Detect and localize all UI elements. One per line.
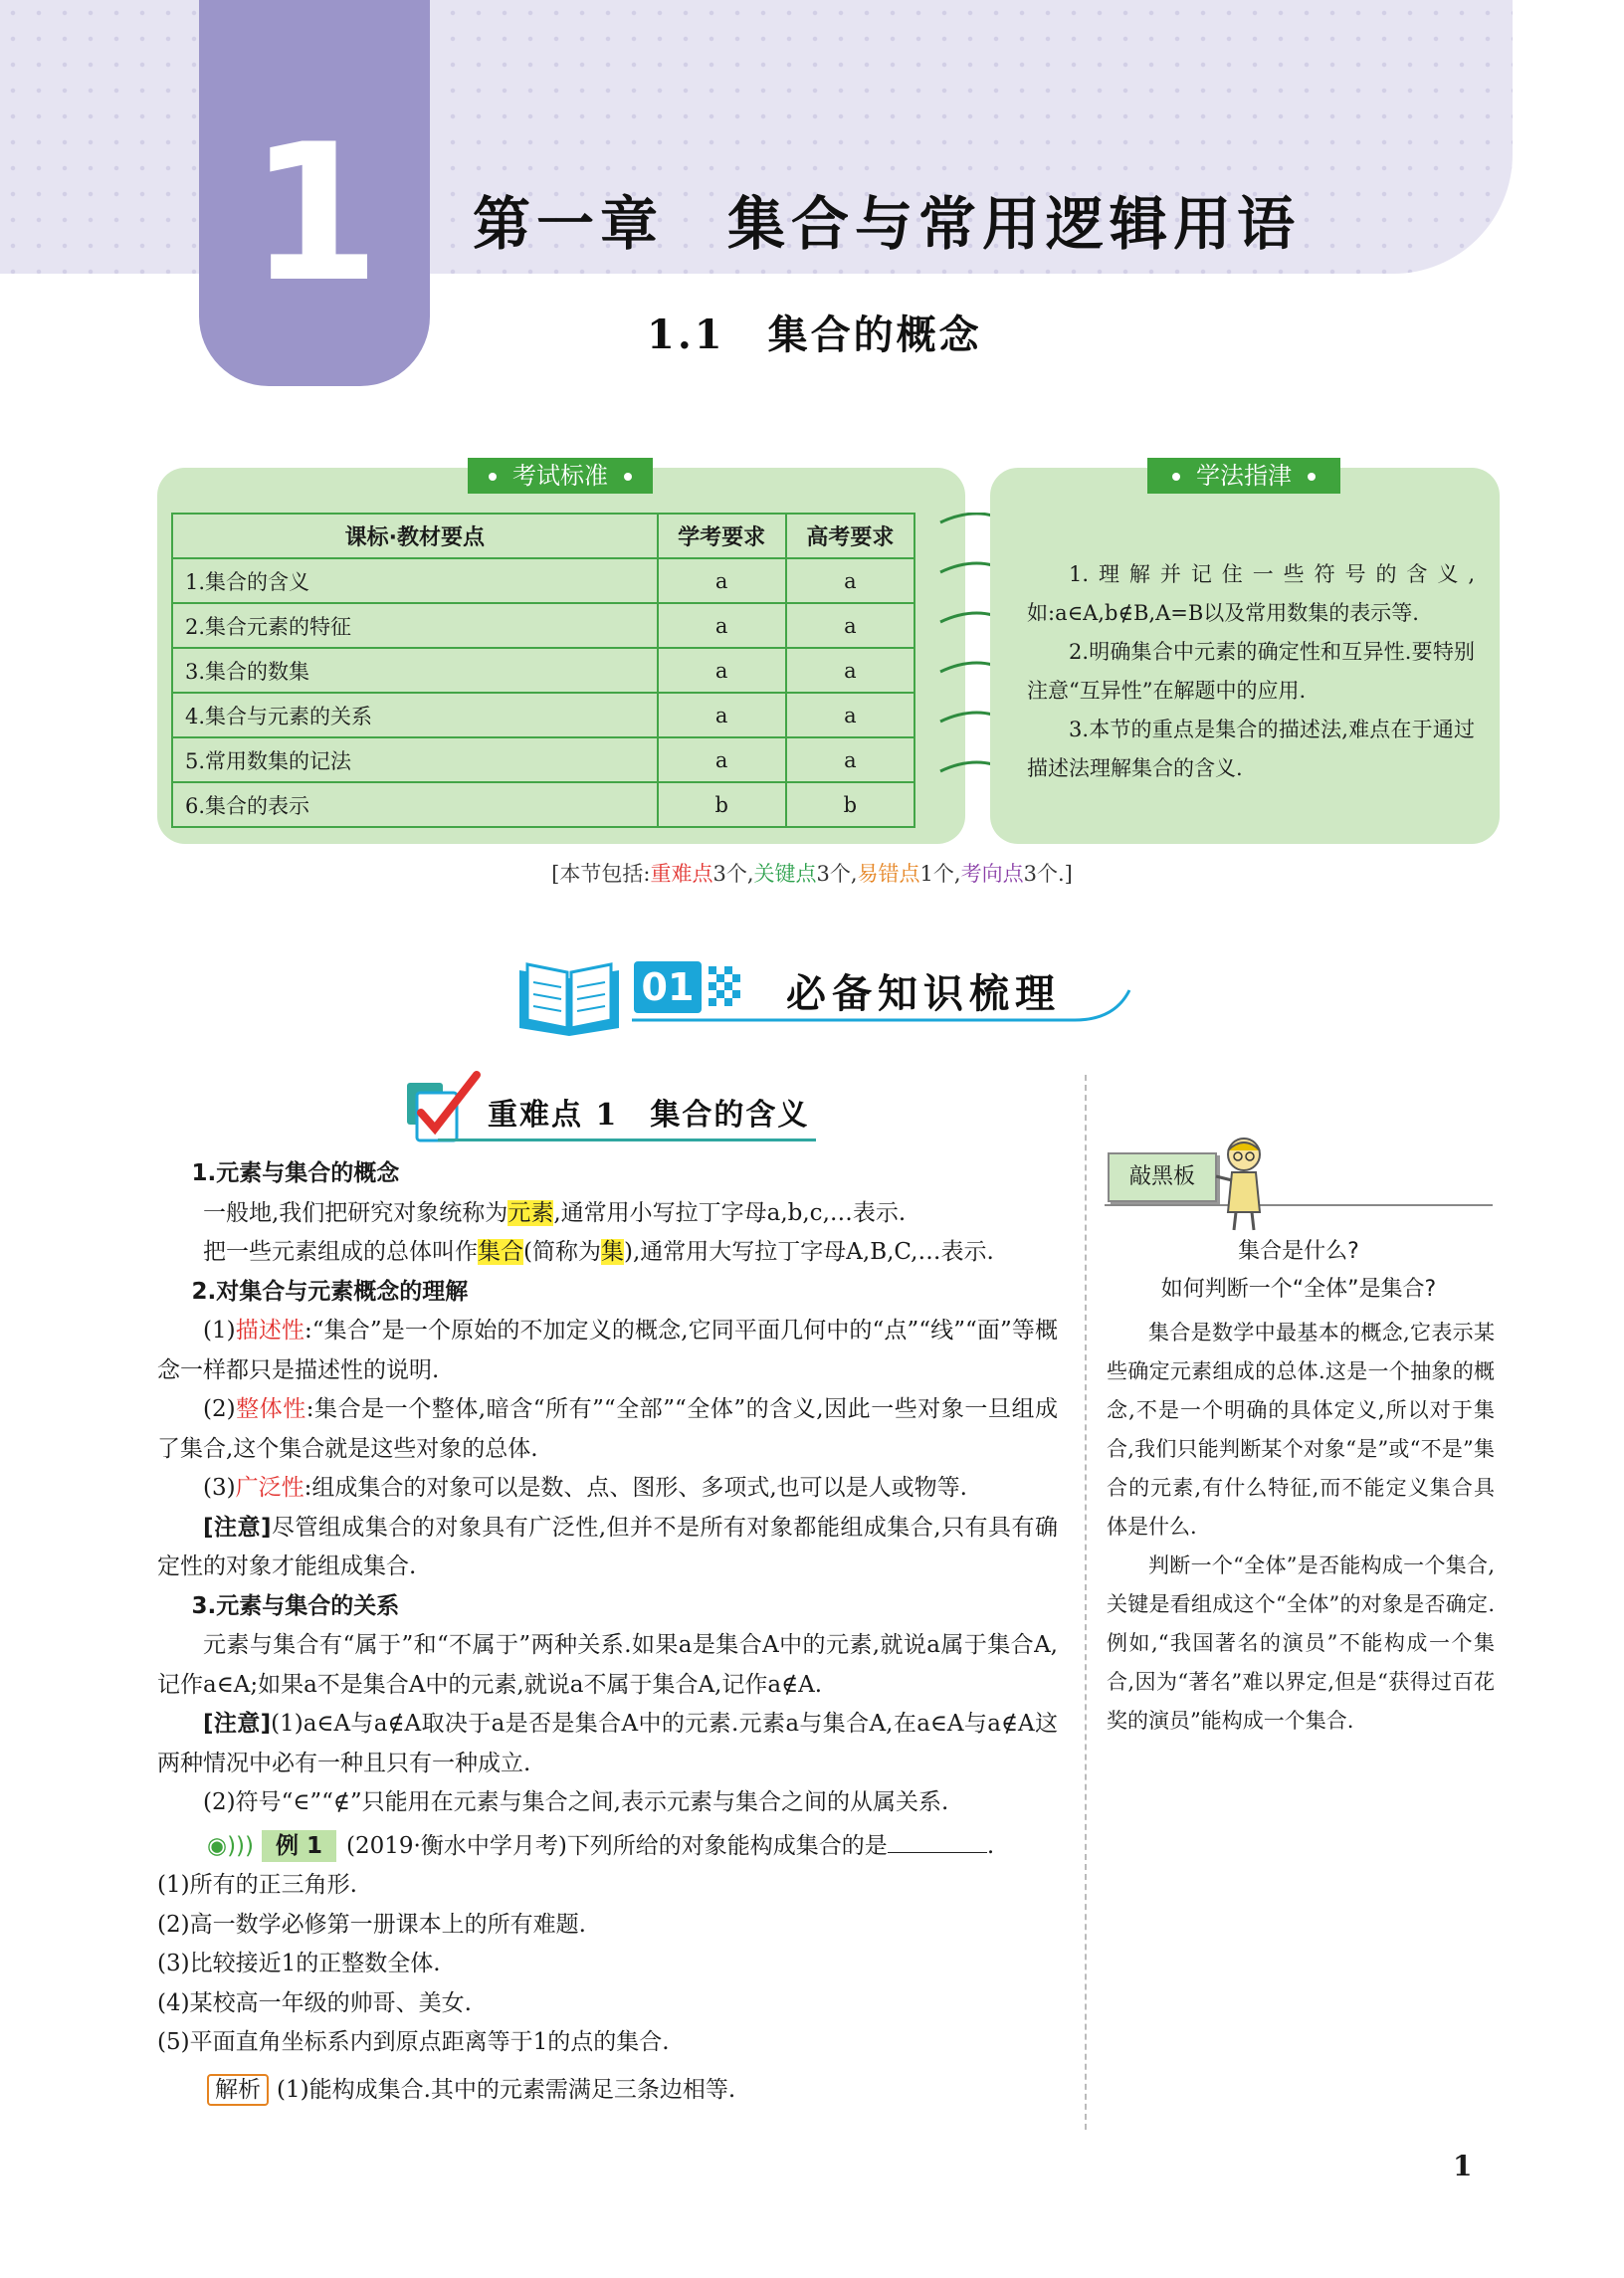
red-term: 描述性 bbox=[235, 1318, 305, 1344]
col-header-gk: 高考要求 bbox=[786, 514, 914, 558]
guide-paragraph: 1.理解并记住一些符号的含义,如:a∈A,b∉B,A=B以及常用数集的表示等. bbox=[1027, 562, 1475, 625]
highlight-term: 集合 bbox=[478, 1239, 523, 1265]
guide-paragraph: 3.本节的重点是集合的描述法,难点在于通过描述法理解集合的含义. bbox=[1027, 718, 1475, 780]
row-gk: a bbox=[786, 737, 914, 782]
row-point: 6.集合的表示 bbox=[172, 782, 658, 827]
note-tag: [注意] bbox=[203, 1514, 272, 1541]
checkmark-icon bbox=[403, 1067, 485, 1146]
summary-key-3: 易错点 bbox=[857, 862, 920, 886]
page-number: 1 bbox=[1453, 2150, 1473, 2182]
book-icon bbox=[519, 964, 619, 1036]
sidebar-paragraph: 集合是数学中最基本的概念,它表示某些确定元素组成的总体.这是一个抽象的概念,不是一个明确的具体定义,所以对于集合,我们只能判断某个对象“是”或“不是”集合的元素,有什么特征,而不能定义集合具体是什么. bbox=[1107, 1321, 1495, 1539]
exam-standard-label-text: 考试标准 bbox=[512, 462, 608, 490]
row-gk: a bbox=[786, 603, 914, 648]
study-guide-label-text: 学法指津 bbox=[1196, 462, 1292, 490]
paragraph bbox=[157, 1390, 1058, 1469]
summary-prefix: [本节包括: bbox=[551, 862, 651, 886]
table-header-row bbox=[172, 514, 914, 558]
highlight-term: 元素 bbox=[508, 1199, 554, 1226]
paragraph bbox=[157, 1233, 1058, 1273]
example-text: (2019·衡水中学月考)下列所给的对象能构成集合的是 bbox=[346, 1832, 888, 1859]
chapter-title: 第一章 集合与常用逻辑用语 bbox=[473, 190, 1302, 258]
option-item: (3)比较接近1的正整数全体. bbox=[157, 1951, 441, 1976]
dot-icon bbox=[1308, 473, 1316, 481]
row-gk: a bbox=[786, 648, 914, 693]
text: :集合是一个整体,暗含“所有”“全部”“全体”的含义,因此一些对象一旦组成了集合,这个集合就是这些对象的总体. bbox=[157, 1396, 1058, 1462]
checker-icon bbox=[709, 966, 740, 1006]
guide-paragraph: 2.明确集合中元素的确定性和互异性.要特别注意“互异性”在解题中的应用. bbox=[1027, 640, 1475, 703]
banner-number: 01 bbox=[634, 961, 702, 1013]
row-point: 2.集合元素的特征 bbox=[172, 603, 658, 648]
text: ,通常用小写拉丁字母a,b,c,…表示. bbox=[553, 1199, 907, 1226]
text: (简称为 bbox=[523, 1239, 601, 1265]
row-point: 1.集合的含义 bbox=[172, 558, 658, 603]
chapter-number: 1 bbox=[248, 104, 381, 323]
col-header-point: 课标·教材要点 bbox=[172, 514, 658, 558]
text: (1)a∈A与a∉A取决于a是否是集合A中的元素.元素a与集合A,在a∈A与a∉A这两种情况中必有一种且只有一种成立. bbox=[157, 1711, 1058, 1776]
note-paragraph bbox=[157, 1509, 1058, 1587]
example-badge: 例 1 bbox=[262, 1830, 336, 1862]
dot-icon bbox=[1172, 473, 1180, 481]
row-xk: a bbox=[658, 693, 786, 737]
exam-standard-label bbox=[468, 458, 653, 494]
paragraph bbox=[157, 1194, 1058, 1234]
paragraph: 元素与集合有“属于”和“不属于”两种关系.如果a是集合A中的元素,就说a属于集合A,记作a∈A;如果a不是集合A中的元素,就说a不属于集合A,记作a∉A. bbox=[157, 1632, 1058, 1698]
red-term: 整体性 bbox=[235, 1396, 306, 1422]
text: (1) bbox=[203, 1318, 236, 1344]
sidebar-paragraph: 判断一个“全体”是否能构成一个集合,关键是看组成这个“全体”的对象是否确定.例如,“我国著名的演员”不能构成一个集合,因为“著名”难以界定,但是“获得过百花奖的演员”能构成一个集合. bbox=[1107, 1553, 1495, 1733]
table-row bbox=[172, 782, 914, 827]
text: . bbox=[986, 1832, 995, 1859]
answer-blank[interactable] bbox=[888, 1832, 987, 1853]
row-point: 3.集合的数集 bbox=[172, 648, 658, 693]
text: :组成集合的对象可以是数、点、图形、多项式,也可以是人或物等. bbox=[304, 1475, 967, 1501]
text: 把一些元素组成的总体叫作 bbox=[203, 1239, 478, 1265]
section-summary bbox=[0, 858, 1624, 888]
text: ),通常用大写拉丁字母A,B,C,…表示. bbox=[623, 1239, 994, 1265]
dot-icon bbox=[489, 473, 497, 481]
keypoint-title: 重难点 1 集合的含义 bbox=[488, 1098, 810, 1133]
keypoint-underline bbox=[438, 1139, 816, 1141]
row-point: 5.常用数集的记法 bbox=[172, 737, 658, 782]
red-term: 广泛性 bbox=[235, 1475, 304, 1501]
analysis-text: (1)能构成集合.其中的元素需满足三条边相等. bbox=[277, 2076, 736, 2103]
exam-standard-table bbox=[171, 513, 915, 828]
row-xk: a bbox=[658, 648, 786, 693]
analysis-paragraph bbox=[207, 2071, 1058, 2111]
row-gk: b bbox=[786, 782, 914, 827]
text: (3) bbox=[203, 1475, 236, 1501]
sidebar-question-2: 如何判断一个“全体”是集合? bbox=[1160, 1277, 1437, 1302]
sound-icon: ◉))) bbox=[207, 1832, 254, 1859]
table-row bbox=[172, 693, 914, 737]
note-paragraph bbox=[157, 1705, 1058, 1783]
table-row bbox=[172, 737, 914, 782]
row-xk: a bbox=[658, 558, 786, 603]
heading-1: 1.元素与集合的概念 bbox=[191, 1160, 400, 1186]
banner-title: 必备知识梳理 bbox=[786, 971, 1061, 1017]
sidebar-badge: 敲黑板 bbox=[1108, 1152, 1217, 1202]
col-header-xk: 学考要求 bbox=[658, 514, 786, 558]
paragraph: (2)符号“∈”“∉”只能用在元素与集合之间,表示元素与集合之间的从属关系. bbox=[203, 1789, 949, 1815]
main-content bbox=[157, 1154, 1058, 2110]
section-title: 1.1 集合的概念 bbox=[647, 311, 982, 358]
highlight-term: 集 bbox=[600, 1239, 624, 1265]
study-guide-label bbox=[1147, 458, 1340, 494]
row-point: 4.集合与元素的关系 bbox=[172, 693, 658, 737]
summary-key-4: 考向点 bbox=[960, 862, 1024, 886]
example-paragraph bbox=[157, 1827, 1058, 1867]
paragraph bbox=[157, 1312, 1058, 1390]
table-row bbox=[172, 558, 914, 603]
sidebar-rule bbox=[1105, 1204, 1493, 1206]
analysis-badge: 解析 bbox=[207, 2074, 269, 2106]
note-tag: [注意] bbox=[203, 1711, 272, 1737]
table-row bbox=[172, 603, 914, 648]
row-gk: a bbox=[786, 558, 914, 603]
paragraph bbox=[157, 1469, 1058, 1509]
table-row bbox=[172, 648, 914, 693]
row-gk: a bbox=[786, 693, 914, 737]
summary-val-3: 1个, bbox=[919, 862, 961, 886]
option-item: (1)所有的正三角形. bbox=[157, 1872, 357, 1898]
summary-val-4: 3个.] bbox=[1023, 862, 1073, 886]
row-xk: b bbox=[658, 782, 786, 827]
option-item: (2)高一数学必修第一册课本上的所有难题. bbox=[157, 1911, 586, 1938]
text: :“集合”是一个原始的不加定义的概念,它同平面几何中的“点”“线”“面”等概念一样都只是描述性的说明. bbox=[157, 1318, 1058, 1383]
summary-key-2: 关键点 bbox=[753, 862, 817, 886]
option-item: (5)平面直角坐标系内到原点距离等于1的点的集合. bbox=[157, 2029, 670, 2055]
summary-val-2: 3个, bbox=[816, 862, 858, 886]
text: (2) bbox=[203, 1396, 236, 1422]
sidebar-text bbox=[1107, 1314, 1495, 1741]
study-guide-text bbox=[1027, 555, 1475, 788]
text: 尽管组成集合的对象具有广泛性,但并不是所有对象都能组成集合,只有具有确定性的对象才能组成集合. bbox=[157, 1514, 1059, 1579]
dot-icon bbox=[624, 473, 632, 481]
row-xk: a bbox=[658, 737, 786, 782]
column-divider bbox=[1085, 1075, 1087, 2130]
text: 一般地,我们把研究对象统称为 bbox=[203, 1199, 508, 1226]
summary-key-1: 重难点 bbox=[650, 862, 713, 886]
teacher-icon bbox=[1214, 1133, 1274, 1232]
summary-val-1: 3个, bbox=[712, 862, 754, 886]
heading-3: 3.元素与集合的关系 bbox=[191, 1592, 400, 1619]
sidebar-question-1: 集合是什么? bbox=[1238, 1239, 1359, 1264]
heading-2: 2.对集合与元素概念的理解 bbox=[191, 1278, 469, 1305]
option-item: (4)某校高一年级的帅哥、美女. bbox=[157, 1989, 472, 2016]
row-xk: a bbox=[658, 603, 786, 648]
